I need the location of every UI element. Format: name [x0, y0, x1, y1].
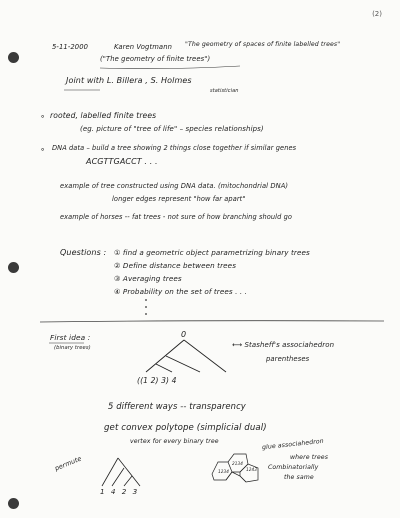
vertex-note: vertex for every binary tree [130, 438, 219, 445]
cell-label-1: 1234 [218, 469, 230, 474]
dna-sequence: ACGTTGACCT . . . [86, 157, 158, 166]
associahedron-cells [212, 454, 258, 482]
tree-root-label: 0 [181, 330, 187, 339]
five-ways-note: 5 different ways -- transparency [108, 401, 246, 411]
glue-note-4: the same [284, 474, 314, 481]
bullet-marker: ∘ [40, 112, 46, 121]
permuted-leaves-label: 1 4 2 3 [100, 487, 140, 496]
talk-title-alt: ("The geometry of finite trees") [100, 55, 211, 63]
question-2: ② Define distance between trees [114, 261, 237, 270]
permuted-tree-diagram [102, 458, 140, 486]
permute-note: permute [53, 454, 83, 473]
continuation-dot [145, 299, 147, 301]
bullet-dna-data: DNA data – build a tree showing 2 things close together if similar genes [52, 144, 297, 152]
cell-label-3: 1243 [246, 467, 258, 472]
tree-leaves-label: ((1 2) 3) 4 [137, 376, 177, 385]
bullet-tree-of-life: (eg. picture of "tree of life" – species relationships) [80, 125, 264, 133]
stasheff-note: ⟷ Stasheff's associahedron [232, 341, 335, 349]
binary-tree-diagram [146, 340, 226, 372]
section-divider [40, 321, 384, 322]
bullet-marker: ∘ [40, 145, 46, 154]
joint-authors: Joint with L. Billera , S. Holmes [66, 76, 192, 85]
speaker-name: Karen Vogtmann [114, 43, 173, 51]
statistician-note: statistician [210, 88, 239, 94]
lecture-date: 5-11-2000 [52, 43, 89, 51]
example-horses: example of horses -- fat trees - not sure of how branching should go [60, 213, 293, 221]
continuation-dot [145, 306, 147, 308]
talk-title: "The geometry of spaces of finite labelled trees" [185, 41, 341, 48]
title-underline [100, 66, 240, 69]
question-4: ④ Probability on the set of trees . . . [114, 287, 248, 296]
continuation-dot [145, 313, 147, 315]
convex-polytope-note: get convex polytope (simplicial dual) [104, 423, 267, 433]
question-3: ③ Averaging trees [114, 274, 182, 283]
question-1: ① find a geometric object parametrizing binary trees [114, 248, 310, 257]
longer-edges-note: longer edges represent "how far apart" [112, 195, 246, 203]
first-idea-label: First idea : [50, 333, 91, 342]
cell-label-2: 2134 [232, 461, 244, 466]
bullet-rooted-trees: rooted, labelled finite trees [50, 111, 157, 120]
binary-trees-note: (binary trees) [54, 345, 91, 351]
example-dna-tree: example of tree constructed using DNA data. (mitochondrial DNA) [60, 182, 289, 190]
questions-label: Questions : [60, 248, 107, 257]
glue-note-3: Combinatorially [268, 464, 319, 471]
glue-note-1: glue associahedron [261, 437, 325, 452]
page-number: (2) [372, 10, 382, 18]
glue-note-2: where trees [290, 454, 329, 461]
parentheses-note: parentheses [266, 355, 310, 363]
